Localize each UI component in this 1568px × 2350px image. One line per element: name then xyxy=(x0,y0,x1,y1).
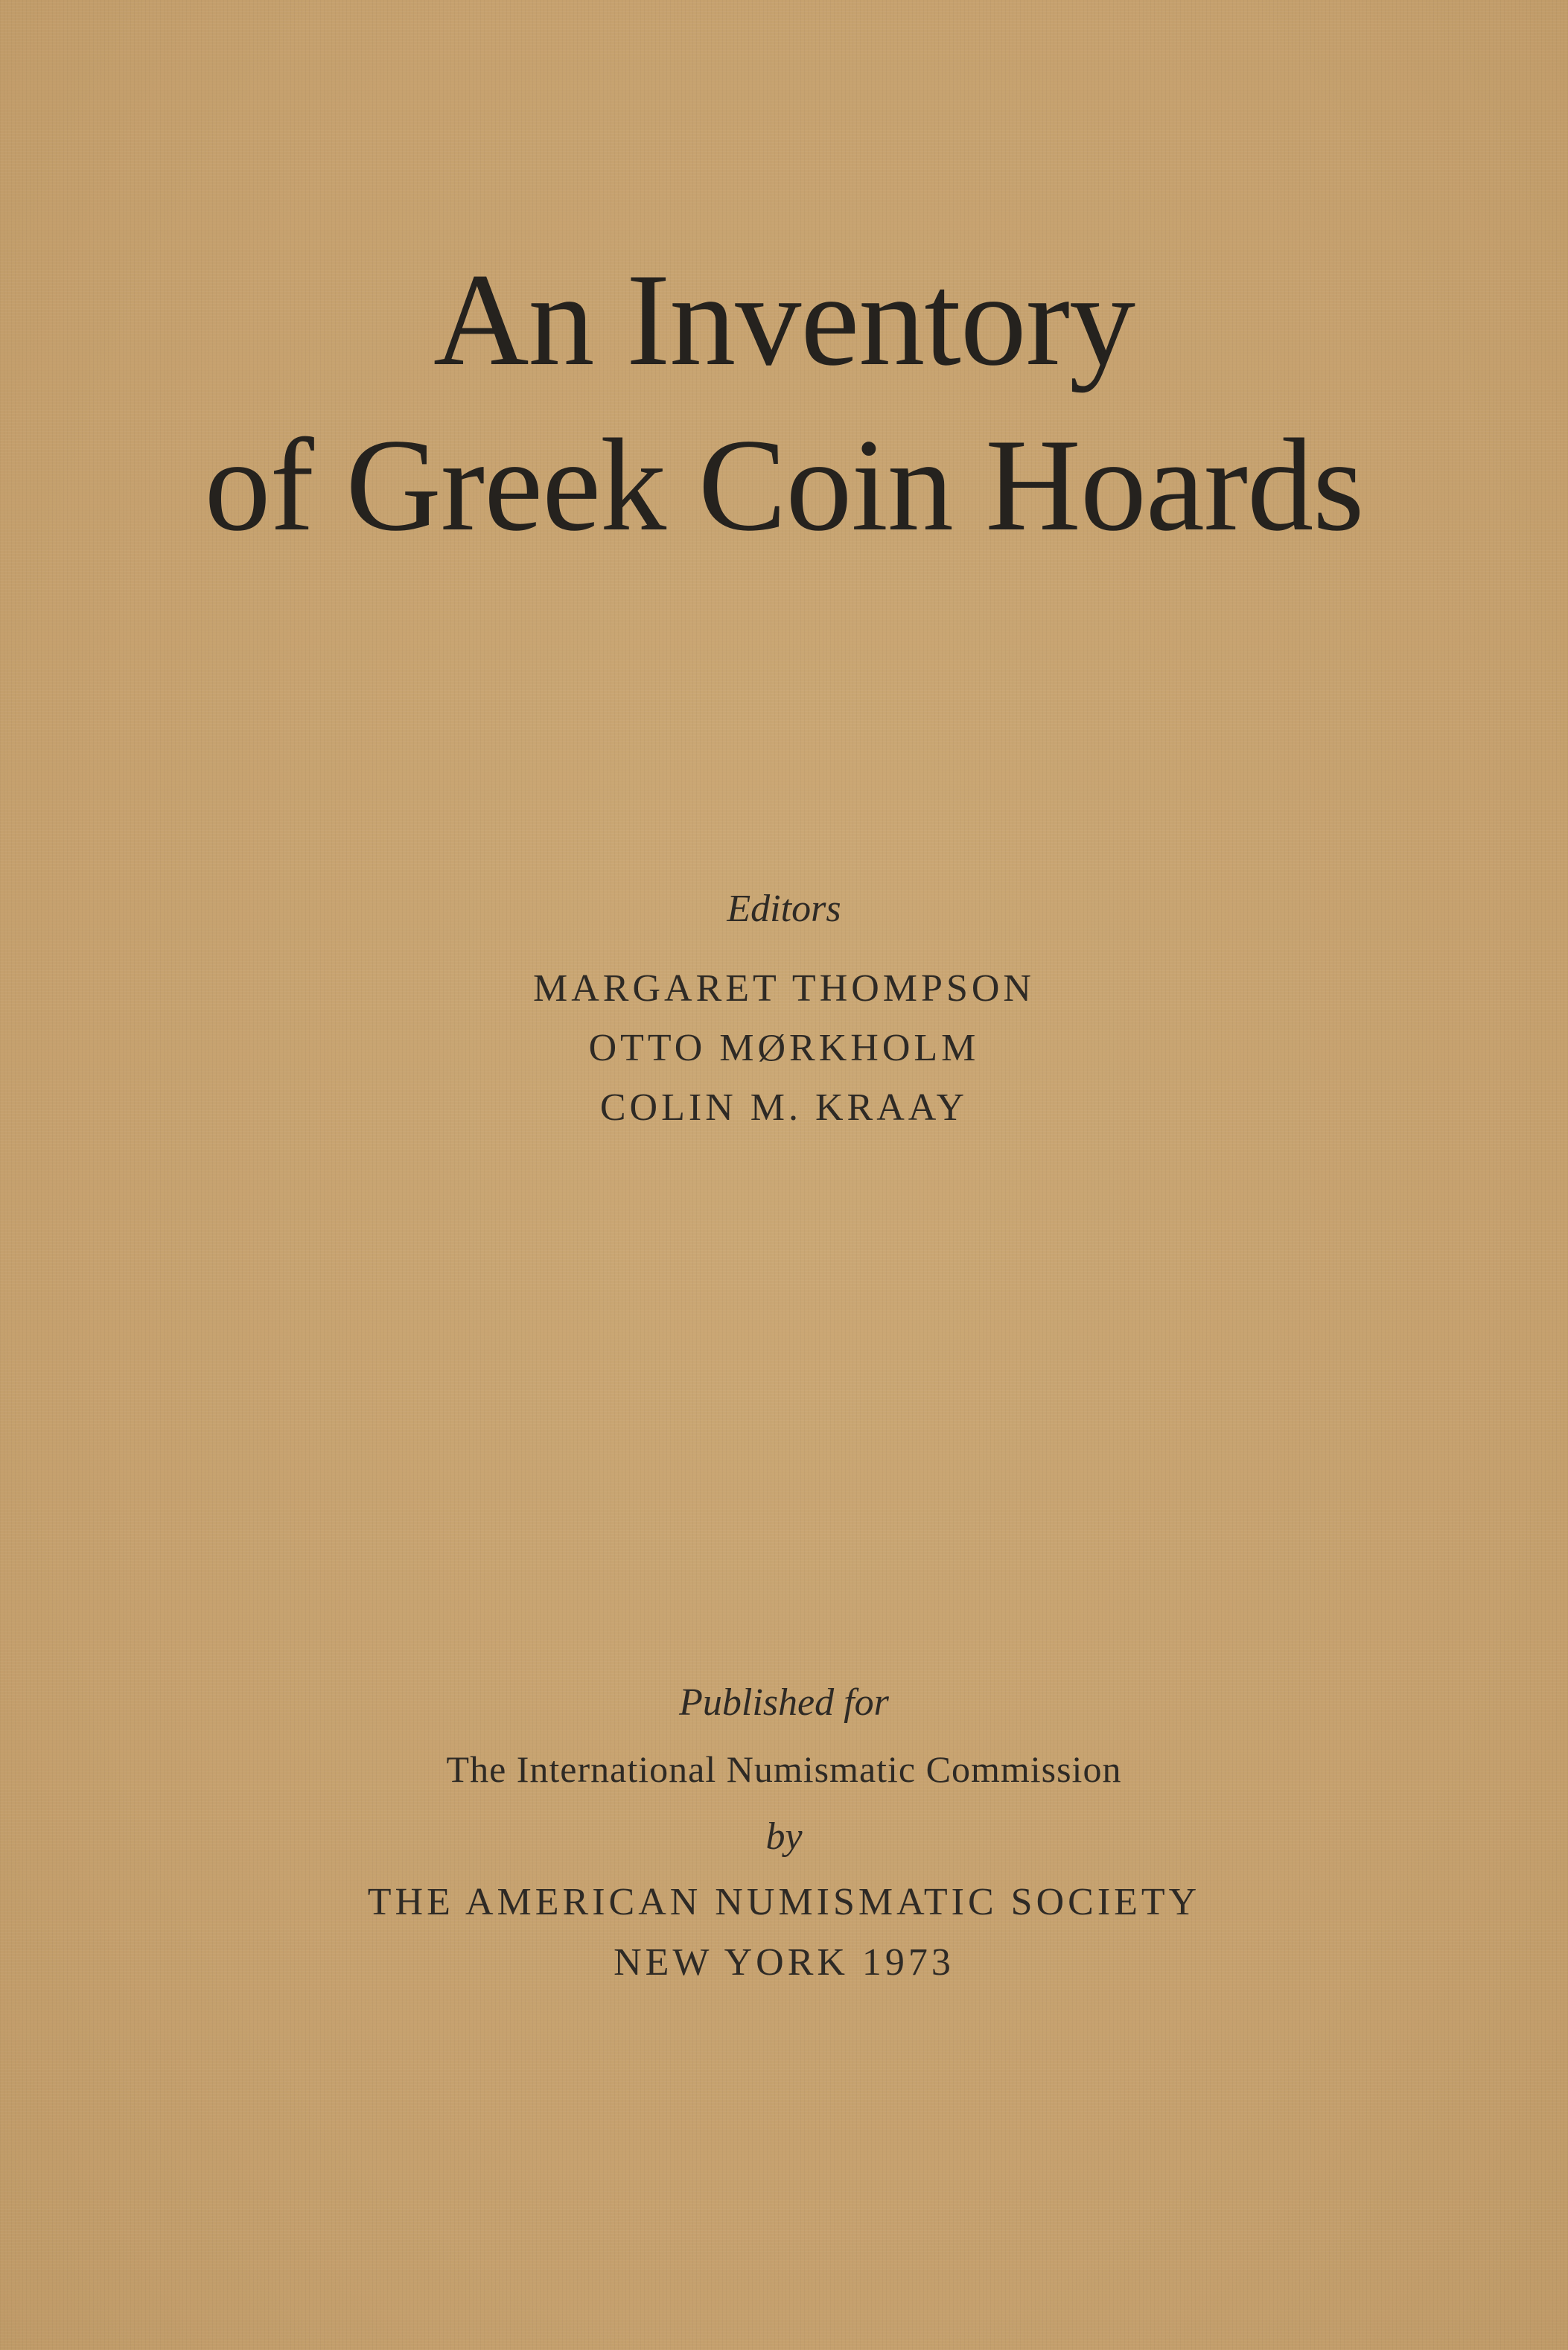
published-for-label: Published for xyxy=(679,1681,889,1724)
editor-name: COLIN M. KRAAY xyxy=(599,1086,969,1129)
title-line-2: of Greek Coin Hoards xyxy=(204,411,1364,558)
by-label: by xyxy=(765,1815,803,1858)
title-line-1: An Inventory xyxy=(433,246,1135,393)
editor-name: OTTO MØRKHOLM xyxy=(588,1027,980,1069)
editor-name: MARGARET THOMPSON xyxy=(533,967,1035,1010)
editors-label: Editors xyxy=(727,888,841,930)
place-and-year: NEW YORK 1973 xyxy=(614,1941,954,1984)
publisher-name: THE AMERICAN NUMISMATIC SOCIETY xyxy=(367,1881,1201,1923)
commission-name: The International Numismatic Commission xyxy=(446,1748,1122,1790)
